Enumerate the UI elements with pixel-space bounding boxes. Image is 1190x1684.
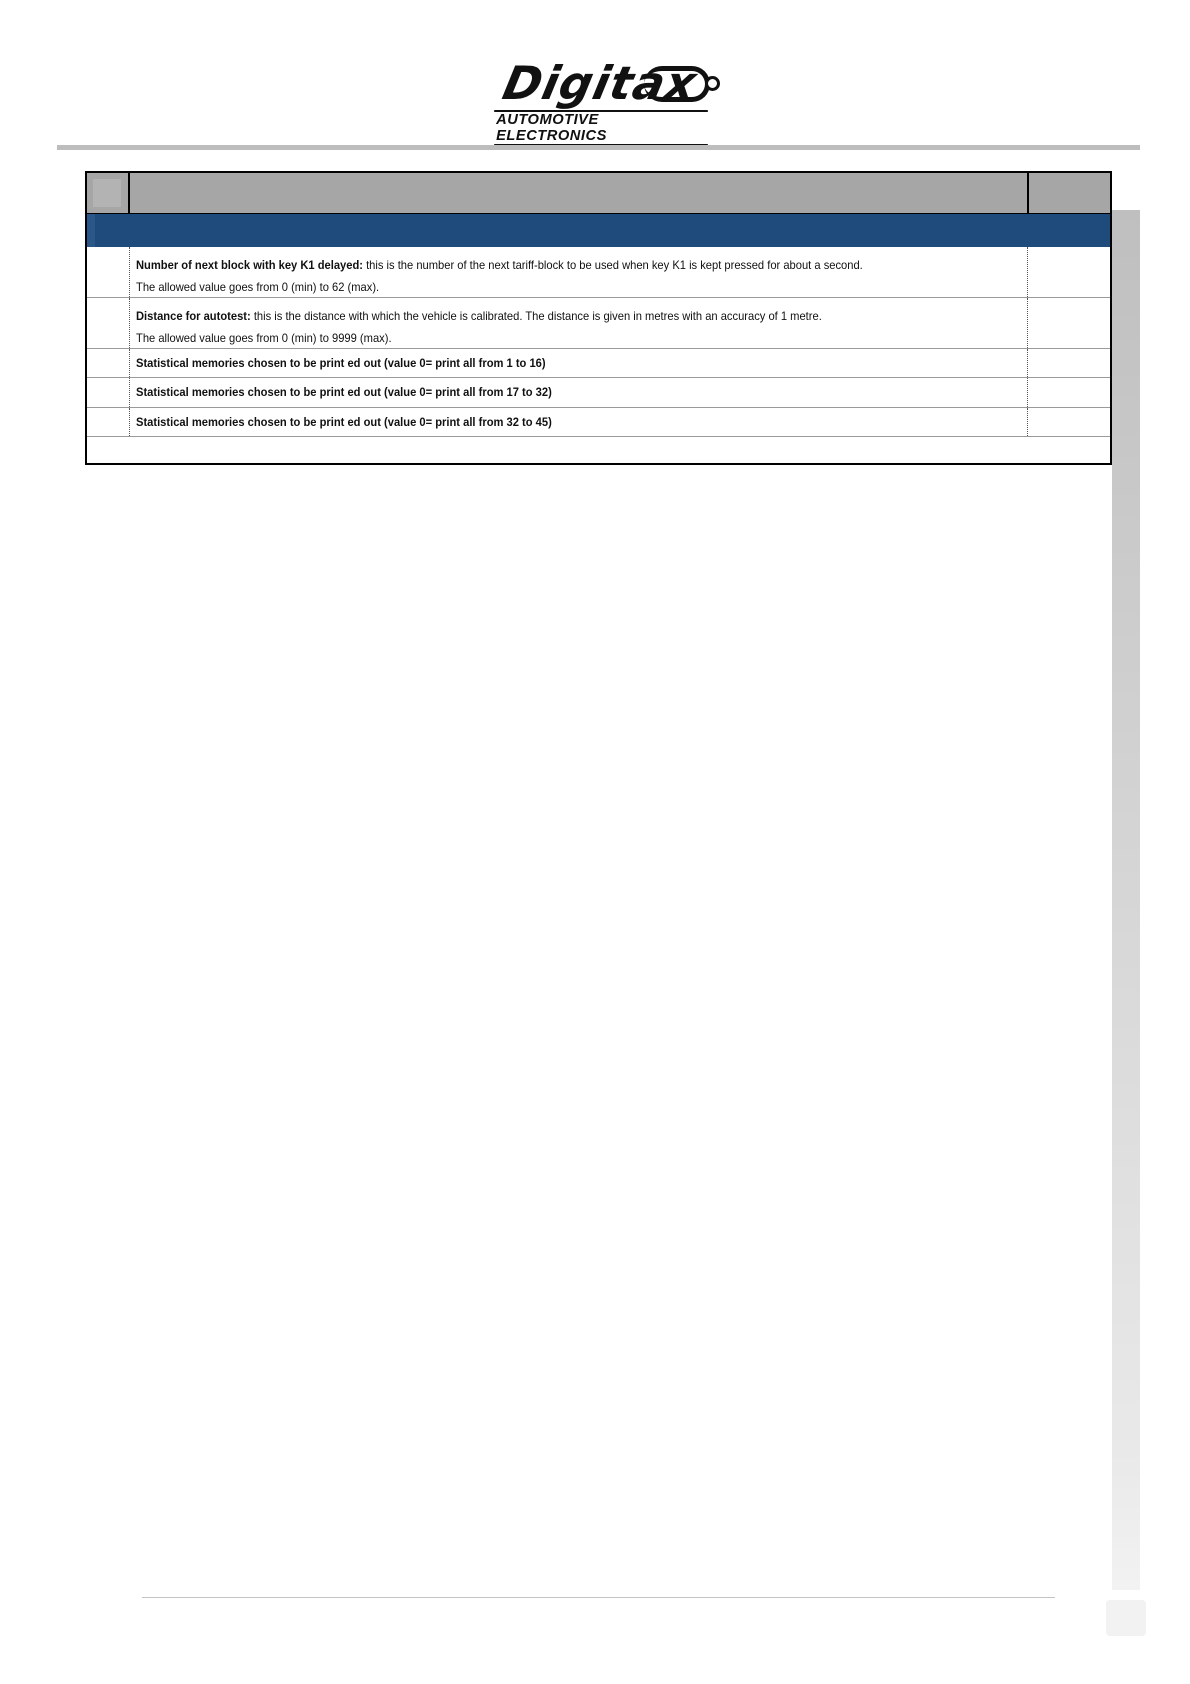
table-row [87,378,1110,408]
table-row [87,247,1110,298]
footer-rule [142,1597,1055,1598]
table-row [87,408,1110,437]
table-row [87,298,1110,349]
row-number-cell [87,349,130,377]
row-value-cell [1027,378,1110,407]
page-corner-tab [1106,1600,1146,1636]
row-text: this is the distance with which the vehicle is calibrated. The distance is given in metres with an accuracy of 1 metre. [250,309,822,323]
row-value-cell [1027,408,1110,436]
section-band [87,213,1110,247]
row-number-cell [87,378,130,407]
row-number-cell [87,247,130,297]
row-description [136,305,954,349]
row-title: Statistical memories chosen to be print ed out (value 0= print all from 17 to 32) [136,385,552,399]
row-description [136,411,954,433]
header-rule [57,145,1140,150]
row-description [136,254,954,298]
row-range: The allowed value goes from 0 (min) to 9999 (max). [136,331,392,345]
row-value-cell [1027,298,1110,348]
row-description [136,352,954,374]
row-range: The allowed value goes from 0 (min) to 62 (max). [136,280,380,294]
digitax-logo [490,56,710,144]
row-number-cell [87,298,130,348]
row-description [136,381,954,403]
header-cell-number [87,173,130,213]
logo-tagline: AUTOMOTIVE ELECTRONICS [494,110,708,146]
logo-dot-shape [705,76,720,91]
row-title: Number of next block with key K1 delayed: [136,258,363,272]
table-row [87,349,1110,378]
row-text: this is the number of the next tariff-block to be used when key K1 is kept pressed for about a second. [362,258,863,272]
row-title: Statistical memories chosen to be print ed out (value 0= print all from 1 to 16) [136,356,546,370]
logo-wordmark: Digitax [498,56,703,110]
row-value-cell [1027,247,1110,297]
header-divider [1027,173,1029,213]
row-number-cell [87,408,130,436]
table-header [87,173,1110,213]
row-title: Distance for autotest: [136,309,251,323]
parameter-table [85,171,1112,465]
row-value-cell [1027,349,1110,377]
row-title: Statistical memories chosen to be print ed out (value 0= print all from 32 to 45) [136,415,552,429]
page-edge-shadow [1112,210,1140,1590]
